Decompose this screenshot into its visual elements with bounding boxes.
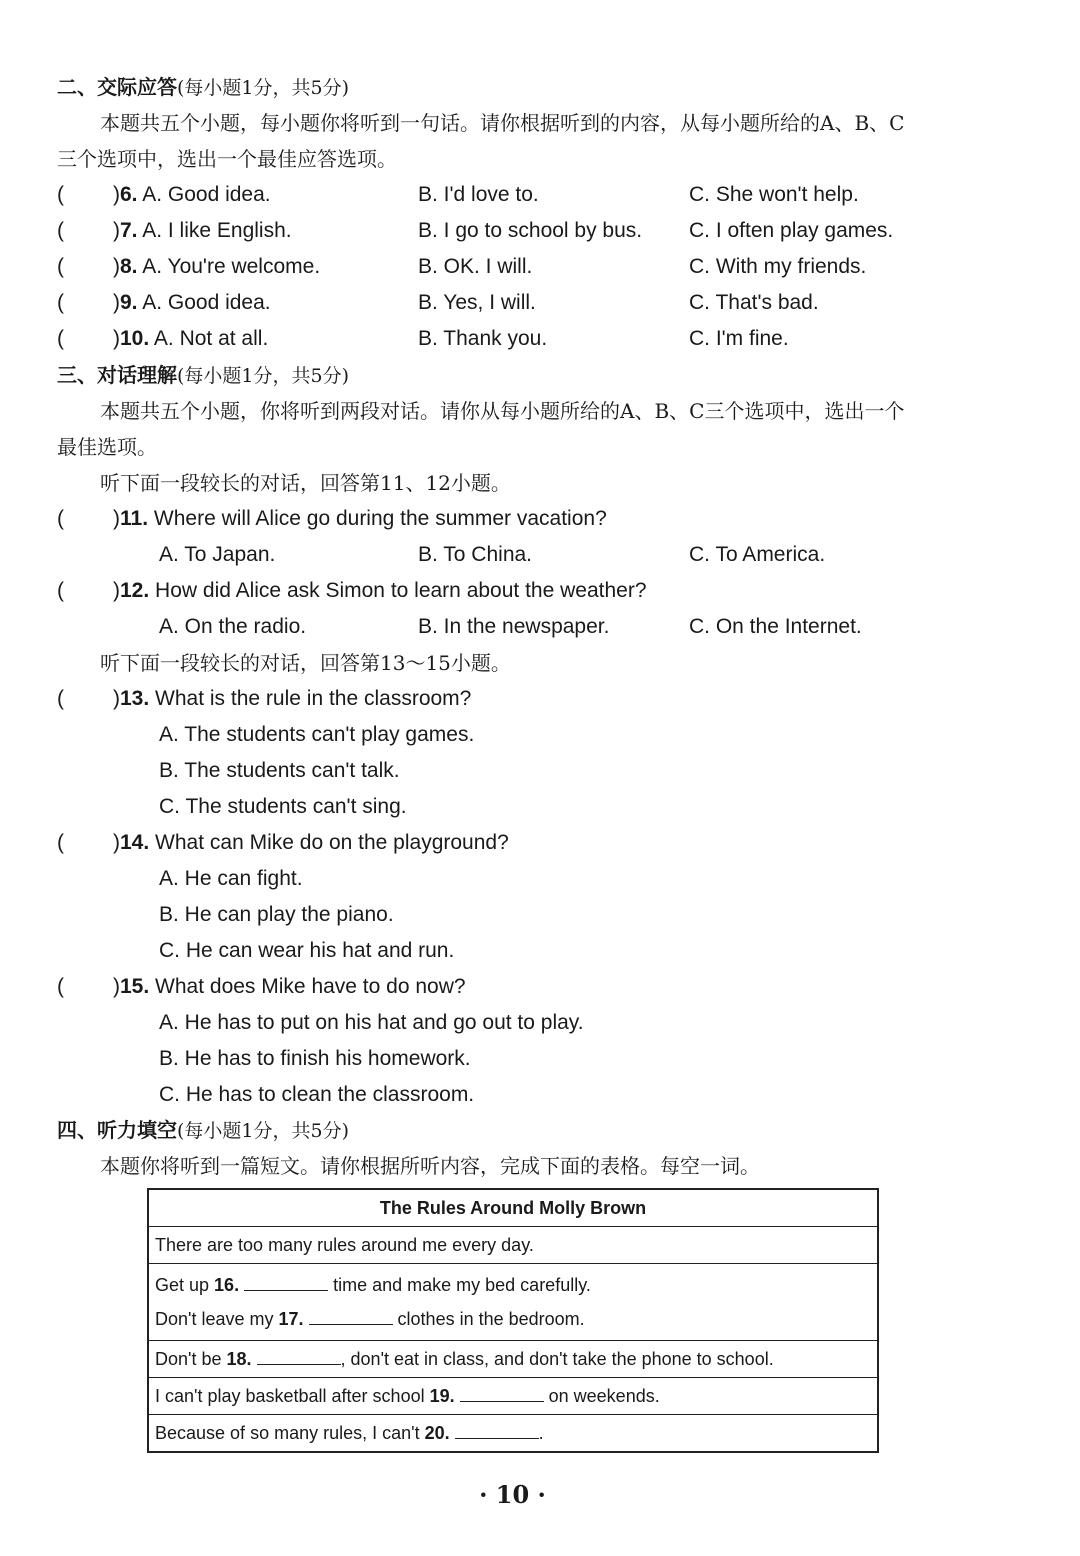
option-a: A. He has to put on his hat and go out to play. xyxy=(159,1011,584,1034)
section3-title: 三、对话理解 xyxy=(57,363,177,387)
section3-intro-line2: 最佳选项。 xyxy=(57,435,157,459)
question-number: 8. xyxy=(120,255,138,278)
table-row xyxy=(148,1415,878,1453)
option-a: A. He can fight. xyxy=(159,867,303,890)
option-a: A. To Japan. xyxy=(159,543,276,566)
table-title: The Rules Around Molly Brown xyxy=(148,1189,878,1227)
blank-number: 18. xyxy=(226,1349,252,1369)
section2-intro-line2: 三个选项中，选出一个最佳应答选项。 xyxy=(57,147,397,171)
question-number: 15. xyxy=(120,975,150,998)
option-b: B. He has to finish his homework. xyxy=(159,1047,471,1070)
answer-bracket[interactable]: ( xyxy=(57,183,64,206)
option-c: C. He can wear his hat and run. xyxy=(159,939,455,962)
table-cell: Because of so many rules, I can't 20. . xyxy=(148,1415,878,1453)
question-number: 12. xyxy=(120,579,150,602)
blank-number: 17. xyxy=(278,1309,304,1329)
section2-heading xyxy=(57,74,349,101)
question-number: 13. xyxy=(120,687,150,710)
question-text: What does Mike have to do now? xyxy=(155,975,466,998)
option-a: A. You're welcome. xyxy=(142,255,321,278)
table-cell: There are too many rules around me every day. xyxy=(148,1227,878,1264)
option-c: C. With my friends. xyxy=(689,255,867,278)
answer-bracket[interactable]: ( xyxy=(57,975,64,998)
section2-score-note: (每小题1分，共5分) xyxy=(177,77,350,99)
option-a: A. On the radio. xyxy=(159,615,307,638)
option-b: B. I'd love to. xyxy=(418,183,539,206)
section3-intro-line1: 本题共五个小题，你将听到两段对话。请你从每小题所给的A、B、C三个选项中，选出一个 xyxy=(100,399,905,423)
answer-bracket[interactable]: ( xyxy=(57,219,64,242)
blank-18[interactable] xyxy=(257,1348,341,1365)
table-cell: I can't play basketball after school 19. on weekends. xyxy=(148,1378,878,1415)
answer-bracket[interactable]: ( xyxy=(57,327,64,350)
question-text: Where will Alice go during the summer vacation? xyxy=(153,507,607,530)
page-number: · 10 · xyxy=(479,1480,546,1509)
blank-number: 20. xyxy=(424,1423,450,1443)
question-number: 11. xyxy=(120,507,149,530)
option-c: C. The students can't sing. xyxy=(159,795,407,818)
blank-16[interactable] xyxy=(244,1274,328,1291)
option-a: A. Good idea. xyxy=(142,183,271,206)
option-b: B. The students can't talk. xyxy=(159,759,400,782)
section4-intro: 本题你将听到一篇短文。请你根据所听内容，完成下面的表格。每空一词。 xyxy=(100,1154,760,1178)
option-a: A. Good idea. xyxy=(142,291,271,314)
section3-score-note: (每小题1分，共5分) xyxy=(177,365,350,387)
question-text: How did Alice ask Simon to learn about the weather? xyxy=(155,579,647,602)
table-row xyxy=(148,1341,878,1378)
option-c: C. That's bad. xyxy=(689,291,819,314)
option-c: C. She won't help. xyxy=(689,183,859,206)
question-number: 10. xyxy=(120,327,150,350)
table-row xyxy=(148,1264,878,1341)
option-c: C. He has to clean the classroom. xyxy=(159,1083,475,1106)
option-a: A. I like English. xyxy=(142,219,292,242)
answer-bracket[interactable]: ( xyxy=(57,579,64,602)
option-b: B. To China. xyxy=(418,543,533,566)
option-b: B. I go to school by bus. xyxy=(418,219,643,242)
answer-bracket[interactable]: ( xyxy=(57,291,64,314)
table-row xyxy=(148,1378,878,1415)
table-row xyxy=(148,1227,878,1264)
option-c: C. On the Internet. xyxy=(689,615,862,638)
blank-19[interactable] xyxy=(460,1385,544,1402)
question-text: What is the rule in the classroom? xyxy=(155,687,472,710)
option-b: B. OK. I will. xyxy=(418,255,533,278)
answer-bracket[interactable]: ( xyxy=(57,831,64,854)
rules-table xyxy=(147,1188,879,1453)
exam-page: 二、交际应答(每小题1分，共5分) 本题共五个小题，每小题你将听到一句话。请你根据听到的内容，从每小题所给的A、B、C 三个选项中，选出一个最佳应答选项。 ( )6. A. Good idea. B. I'd love to. C. She won't help. ( )7. A. I like English. B. I go to school by bus. C. I often play games. ( )8. A. You're welcome. B. OK. I will. C. With my friends. ( )9. A. Good idea. B. Yes, I will. C. That's bad. ( )10. A. Not at all. B. Thank you. C. I'm fine. 三、对话理解(每小题1分，共5分) 本题共五个小题，你将听到两段对话。请你从每小题所给的A、B、C三个选项中，选出一个 最佳选项。 听下面一段较长的对话，回答第11、12小题。 ( )11. Where will Alice go during the summer vacation? A. To Japan. B. To China. C. To America. ( )12. How did Alice ask Simon to learn about the weather? A. On the radio. B. In the newspaper. C. On the Internet. 听下面一段较长的对话，回答第13～15小题。 ( )13. What is the rule in the classroom? A. The students can't play games. B. The students can't talk. C. The students can't sing. ( )14. What can Mike do on the playground? A. He can fight. B. He can play the piano. C. He can wear his hat and run. ( )15. What does Mike have to do now? A. He has to put on his hat and go out to play. B. He has to finish his homework. C. He has to clean the classroom. 四、听力填空(每小题1分，共5分) 本题你将听到一篇短文。请你根据所听内容，完成下面的表格。每空一词。 The Rules Around Molly Brown There are too many rules around me every day. Get up 16. time and make my bed carefully. Don't leave my 17. clothes in the bedroom. Don't be 18. , don't eat in class, and don't take the phone to school. I can't play basketball after school 19. on weekends. Because of so many rules, I can't 20. . · 10 · xyxy=(0,0,1080,1556)
question-text: What can Mike do on the playground? xyxy=(155,831,509,854)
section2-title: 二、交际应答 xyxy=(57,75,177,99)
blank-17[interactable] xyxy=(309,1308,393,1325)
answer-bracket[interactable]: ( xyxy=(57,507,64,530)
question-number: 7. xyxy=(120,219,138,242)
option-c: C. To America. xyxy=(689,543,826,566)
option-b: B. Thank you. xyxy=(418,327,548,350)
option-c: C. I'm fine. xyxy=(689,327,789,350)
table-cell: Get up 16. time and make my bed carefully. Don't leave my 17. clothes in the bedroom. xyxy=(148,1264,878,1341)
section4-score-note: (每小题1分，共5分) xyxy=(177,1120,350,1142)
dialog2-intro: 听下面一段较长的对话，回答第13～15小题。 xyxy=(100,651,511,675)
option-c: C. I often play games. xyxy=(689,219,894,242)
blank-number: 19. xyxy=(429,1386,455,1406)
option-a: A. The students can't play games. xyxy=(159,723,475,746)
dialog1-intro: 听下面一段较长的对话，回答第11、12小题。 xyxy=(100,471,511,495)
section4-heading xyxy=(57,1117,349,1144)
option-a: A. Not at all. xyxy=(153,327,269,350)
blank-number: 16. xyxy=(214,1275,240,1295)
question-number: 6. xyxy=(120,183,138,206)
question-number: 9. xyxy=(120,291,138,314)
section3-heading xyxy=(57,362,349,389)
answer-bracket[interactable]: ( xyxy=(57,255,64,278)
section2-intro-line1: 本题共五个小题，每小题你将听到一句话。请你根据听到的内容，从每小题所给的A、B、C xyxy=(100,111,905,135)
option-b: B. In the newspaper. xyxy=(418,615,610,638)
section4-title: 四、听力填空 xyxy=(57,1118,177,1142)
table-row xyxy=(148,1189,878,1227)
answer-bracket[interactable]: ( xyxy=(57,687,64,710)
option-b: B. Yes, I will. xyxy=(418,291,536,314)
question-number: 14. xyxy=(120,831,150,854)
blank-20[interactable] xyxy=(455,1422,539,1439)
option-b: B. He can play the piano. xyxy=(159,903,394,926)
table-cell: Don't be 18. , don't eat in class, and don't take the phone to school. xyxy=(148,1341,878,1378)
